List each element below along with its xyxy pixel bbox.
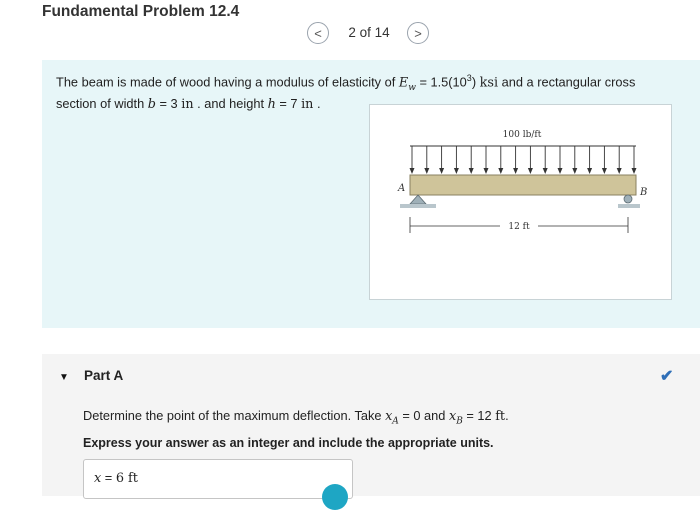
load-arrows (410, 146, 637, 174)
part-a-header[interactable] (42, 354, 700, 398)
width-symbol: b (147, 96, 156, 112)
modulus-exponent: 3 (466, 73, 472, 83)
modulus-symbol: E (398, 75, 409, 91)
question-text (83, 408, 509, 427)
chevron-left-icon: < (314, 25, 322, 41)
answer-field[interactable] (83, 459, 353, 499)
load-arrow-head (528, 168, 533, 174)
load-arrow-head (543, 168, 548, 174)
load-arrow-head (484, 168, 489, 174)
mid-text: and a rectangular cross section of width (56, 74, 636, 111)
intro-text: The beam is made of wood having a modulus of elasticity of (56, 74, 399, 90)
page-title: Fundamental Problem 12.4 (42, 3, 240, 20)
xb-subscript: B (456, 416, 463, 427)
answer-value: 6 ft (115, 471, 138, 486)
load-arrow-head (410, 168, 415, 174)
xa-symbol: x (385, 409, 393, 424)
beam-figure (369, 104, 672, 300)
modulus-close: ) (471, 74, 480, 90)
xa-equals: = 0 and (398, 408, 449, 423)
support-a-label: A (398, 183, 406, 194)
chevron-right-icon: > (414, 25, 422, 41)
previous-button[interactable] (307, 22, 329, 44)
support-b-label: B (640, 187, 648, 198)
instruction-text: Express your answer as an integer and include the appropriate units. (83, 436, 494, 450)
caret-down-icon[interactable]: ▼ (59, 372, 69, 383)
beam-diagram (370, 105, 673, 301)
height-unit: in (301, 96, 314, 112)
load-arrow-head (558, 168, 563, 174)
answer-symbol: x (94, 471, 102, 486)
question-intro: Determine the point of the maximum deflection. Take (83, 408, 386, 423)
xb-unit: ft (495, 409, 506, 424)
roller-support-b (624, 195, 632, 203)
load-arrow-head (454, 168, 459, 174)
height-equals: = 7 (275, 95, 302, 111)
load-arrow-head (469, 168, 474, 174)
pin-support-a (410, 195, 426, 204)
load-arrow-head (602, 168, 607, 174)
load-arrow-head (632, 168, 637, 174)
modulus-subscript: w (408, 82, 416, 93)
load-arrow-head (572, 168, 577, 174)
beam (410, 175, 636, 195)
part-a-label: Part A (84, 368, 124, 383)
modulus-unit: ksi (479, 75, 499, 91)
pager (0, 22, 700, 46)
load-arrow-head (424, 168, 429, 174)
check-icon: ✔ (660, 368, 674, 385)
xb-symbol: x (448, 409, 457, 424)
height-symbol: h (267, 96, 276, 112)
load-arrow-head (498, 168, 503, 174)
answer-equals: = (101, 470, 116, 485)
ground-b (618, 204, 640, 208)
part-a-body (42, 398, 700, 496)
load-arrow-head (617, 168, 622, 174)
load-label: 100 lb/ft (502, 130, 542, 140)
load-arrow-head (587, 168, 592, 174)
xb-equals: = 12 (462, 408, 496, 423)
question-end: . (505, 408, 509, 423)
math-tools-icon[interactable] (322, 484, 348, 510)
end-text: . (313, 95, 321, 111)
modulus-equals: = 1.5(10 (415, 74, 467, 90)
page-count: 2 of 14 (348, 25, 390, 40)
span-label: 12 ft (508, 222, 530, 232)
problem-statement (42, 60, 700, 328)
next-button[interactable] (407, 22, 429, 44)
width-unit: in (181, 96, 194, 112)
ground-a (400, 204, 436, 208)
xa-subscript: A (392, 416, 399, 427)
width-equals: = 3 (155, 95, 182, 111)
answer-text (94, 470, 138, 486)
load-arrow-head (513, 168, 518, 174)
and-height-text: . and height (193, 95, 268, 111)
load-arrow-head (439, 168, 444, 174)
